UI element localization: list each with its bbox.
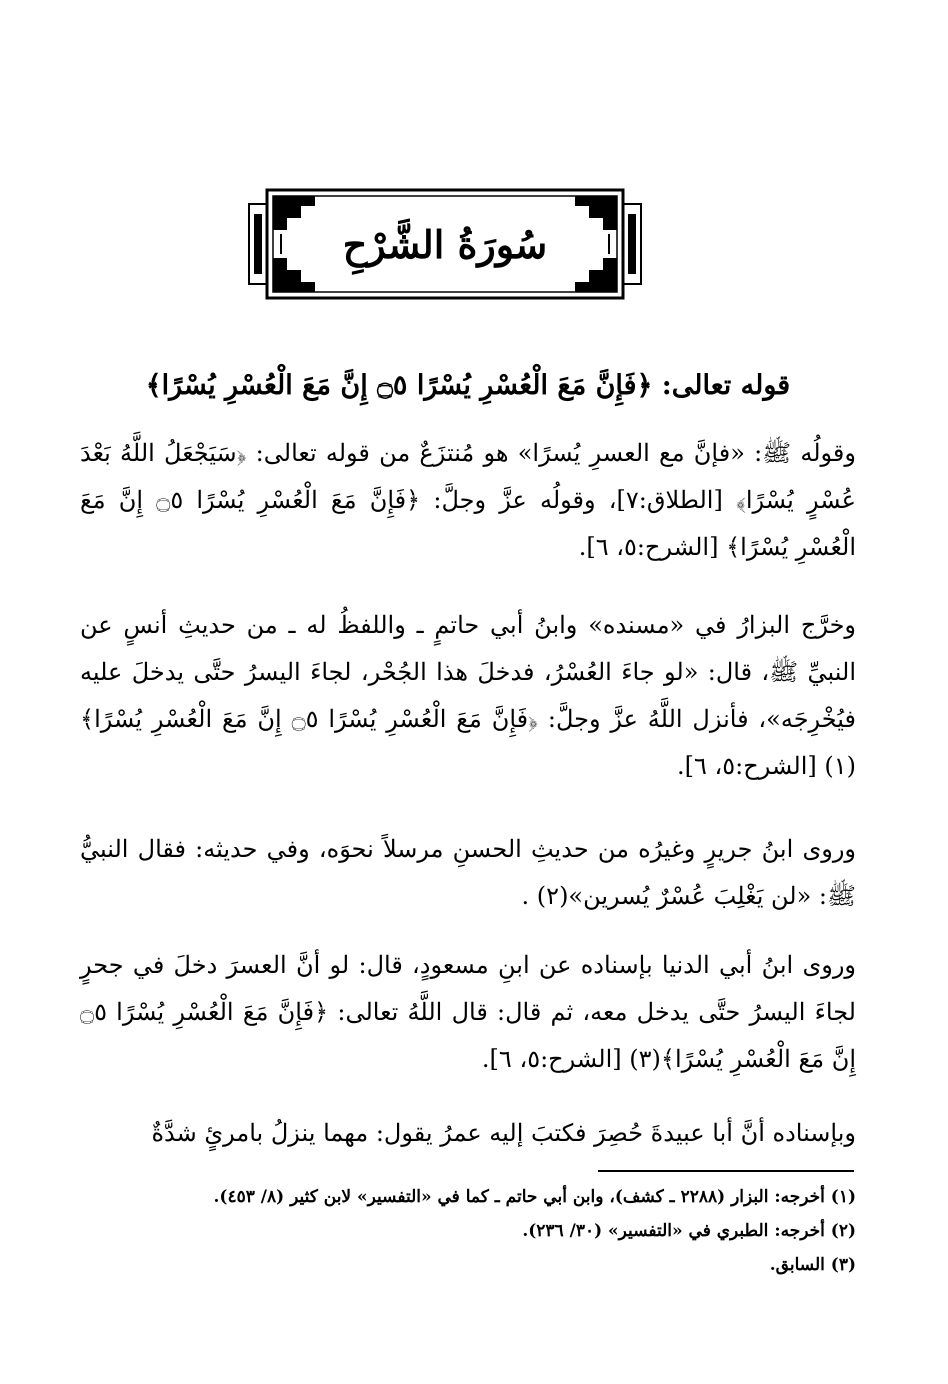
paragraph-5: وبإسناده أنَّ أبا عبيدةَ حُصِرَ فكتبَ إليه عمرُ يقول: مهما ينزلُ بامرئٍ شدَّةٌ [151, 1119, 856, 1147]
footnote-3: (٣) السابق. [769, 1255, 856, 1275]
paragraph-4: وروى ابنُ أبي الدنيا بإسناده عن ابنِ مسعودٍ، قال: لو أنَّ العسرَ دخلَ في جحرٍ لجاءَ اليسرُ حتَّى يدخل معه، ثم قال: قال اللَّهُ تعالى: ﴿فَإِنَّ مَعَ الْعُسْرِ يُسْرًا ۝٥ إِنَّ مَعَ الْعُسْرِ يُسْرًا﴾(٣) [الشرح:٥، ٦]. [80, 951, 856, 1073]
footnote-divider [598, 1170, 854, 1172]
verse-heading: قوله تعالى: ﴿فَإِنَّ مَعَ الْعُسْرِ يُسْرًا ۝٥ إِنَّ مَعَ الْعُسْرِ يُسْرًا﴾ [145, 370, 791, 401]
paragraph-3: وروى ابنُ جريرٍ وغيرُه من حديثِ الحسنِ مرسلاً نحوَه، وفي حديثه: فقال النبيُّ ﷺ: «لن يَغْلِبَ عُسْرٌ يُسرين»(٢) . [80, 835, 856, 910]
paragraph-1: وقولُه ﷺ: «فإنَّ مع العسرِ يُسرًا» هو مُنتزَعٌ من قوله تعالى: ﴿سَيَجْعَلُ اللَّهُ بَعْدَ عُسْرٍ يُسْرًا﴾ [الطلاق:٧]، وقولُه عزَّ وجلَّ: ﴿فَإِنَّ مَعَ الْعُسْرِ يُسْرًا ۝٥ إِنَّ مَعَ الْعُسْرِ يُسْرًا﴾ [الشرح:٥، ٦]. [80, 439, 856, 561]
paragraph-2: وخرَّج البزارُ في «مسنده» وابنُ أبي حاتمٍ ـ واللفظُ له ـ من حديثِ أنسٍ عن النبيِّ ﷺ، قال: «لو جاءَ العُسْرُ، فدخلَ هذا الجُحْر، لجاءَ اليسرُ حتَّى يدخلَ عليه فيُخْرِجَه»، فأنزل اللَّهُ عزَّ وجلَّ: ﴿فَإِنَّ مَعَ الْعُسْرِ يُسْرًا ۝٥ إِنَّ مَعَ الْعُسْرِ يُسْرًا﴾(١) [الشرح:٥، ٦]. [80, 611, 857, 780]
footnote-1: (١) أخرجه: البزار (٢٢٨٨ ـ كشف)، وابن أبي حاتم ـ كما في «التفسير» لابن كثير (٨/ ٤٥٣). [213, 1187, 856, 1207]
surah-title: سُورَةُ الشَّرْحِ [342, 221, 548, 267]
footnote-2: (٢) أخرجه: الطبري في «التفسير» (٣٠/ ٢٣٦). [522, 1221, 856, 1241]
surah-title-ornament [245, 184, 645, 304]
footnotes [80, 1180, 856, 1282]
